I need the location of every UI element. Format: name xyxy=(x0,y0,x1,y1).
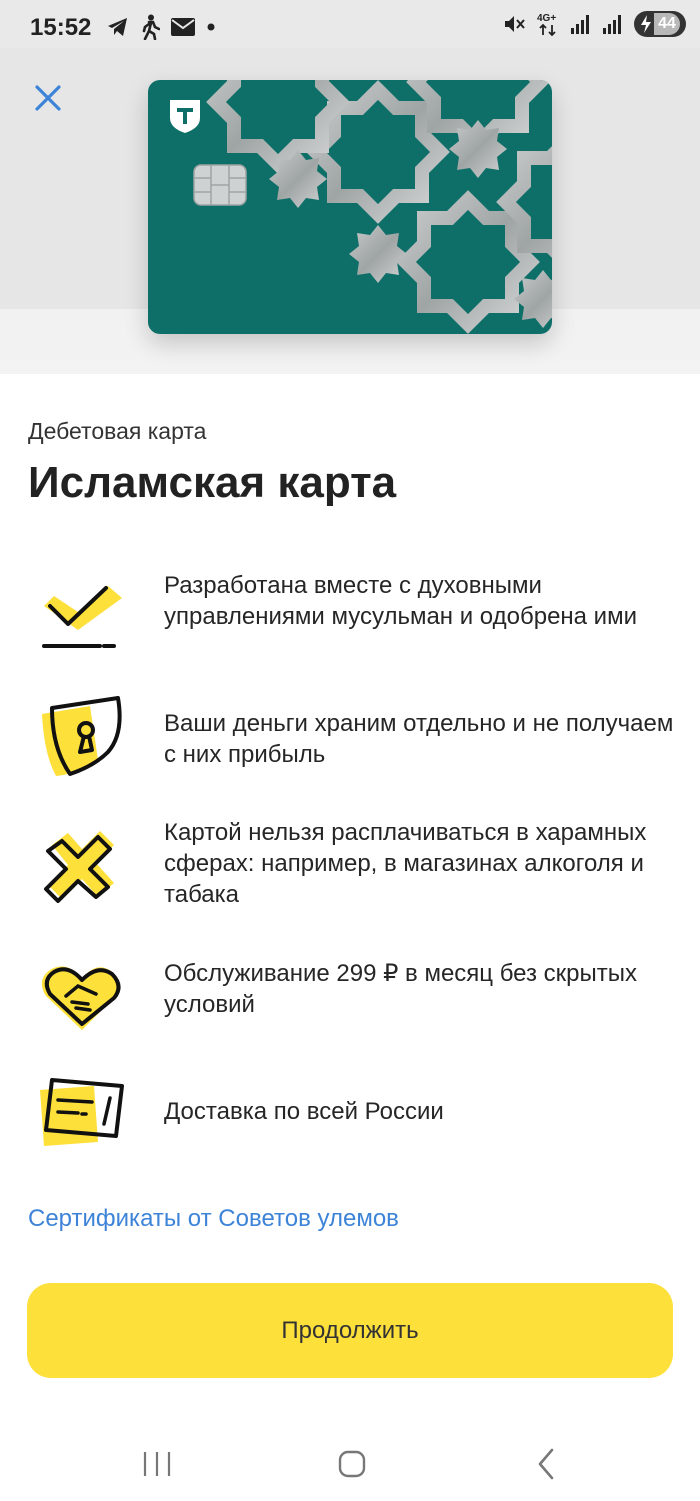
charging-icon xyxy=(640,15,652,33)
card-type-subtitle: Дебетовая карта xyxy=(28,418,207,444)
debit-card-image xyxy=(148,80,552,334)
system-navigation-bar xyxy=(0,1420,700,1501)
svg-text:4G+: 4G+ xyxy=(537,13,557,24)
cross-icon xyxy=(38,821,128,911)
signal-icon xyxy=(570,13,592,35)
feature-item xyxy=(0,694,700,784)
card-pattern xyxy=(148,80,552,334)
battery-level: 44 xyxy=(654,13,680,35)
status-time: 15:52 xyxy=(30,14,92,41)
recent-apps-icon[interactable] xyxy=(137,1444,177,1484)
page-title: Исламская карта xyxy=(28,458,397,507)
feature-item xyxy=(0,1068,700,1158)
close-icon[interactable] xyxy=(28,78,68,118)
feature-item xyxy=(0,950,700,1040)
battery-indicator xyxy=(634,11,686,37)
shield-lock-icon xyxy=(38,694,128,784)
card-delivery-icon xyxy=(38,1068,128,1158)
mail-icon xyxy=(170,17,196,37)
continue-button[interactable]: Продолжить xyxy=(27,1283,673,1378)
approved-check-icon xyxy=(38,568,128,658)
card-hero xyxy=(0,48,700,374)
feature-text: Картой нельзя расплачиваться в харамных сферах: например, в магазинах алкоголя и табака xyxy=(164,819,647,908)
status-bar xyxy=(0,0,700,48)
feature-text: Доставка по всей России xyxy=(164,1098,444,1125)
feature-item xyxy=(0,568,700,668)
walking-icon xyxy=(140,14,160,40)
feature-text: Обслуживание 299 ₽ в месяц без скрытых условий xyxy=(164,960,638,1018)
certificates-link[interactable]: Сертификаты от Советов улемов xyxy=(28,1205,399,1232)
back-icon[interactable] xyxy=(528,1444,568,1484)
bank-logo-icon xyxy=(168,98,202,134)
handshake-heart-icon xyxy=(38,950,128,1040)
mute-icon xyxy=(502,12,526,36)
feature-item xyxy=(0,815,700,915)
telegram-icon xyxy=(106,16,130,38)
feature-text: Ваши деньги храним отдельно и не получаем с них прибыль xyxy=(164,710,674,768)
home-icon[interactable] xyxy=(332,1444,372,1484)
feature-text: Разработана вместе с духовными управлениями мусульман и одобрена ими xyxy=(164,572,637,630)
dot-icon xyxy=(206,22,216,32)
signal-icon xyxy=(602,13,624,35)
4g-icon xyxy=(536,11,560,37)
card-chip-icon xyxy=(193,164,247,206)
